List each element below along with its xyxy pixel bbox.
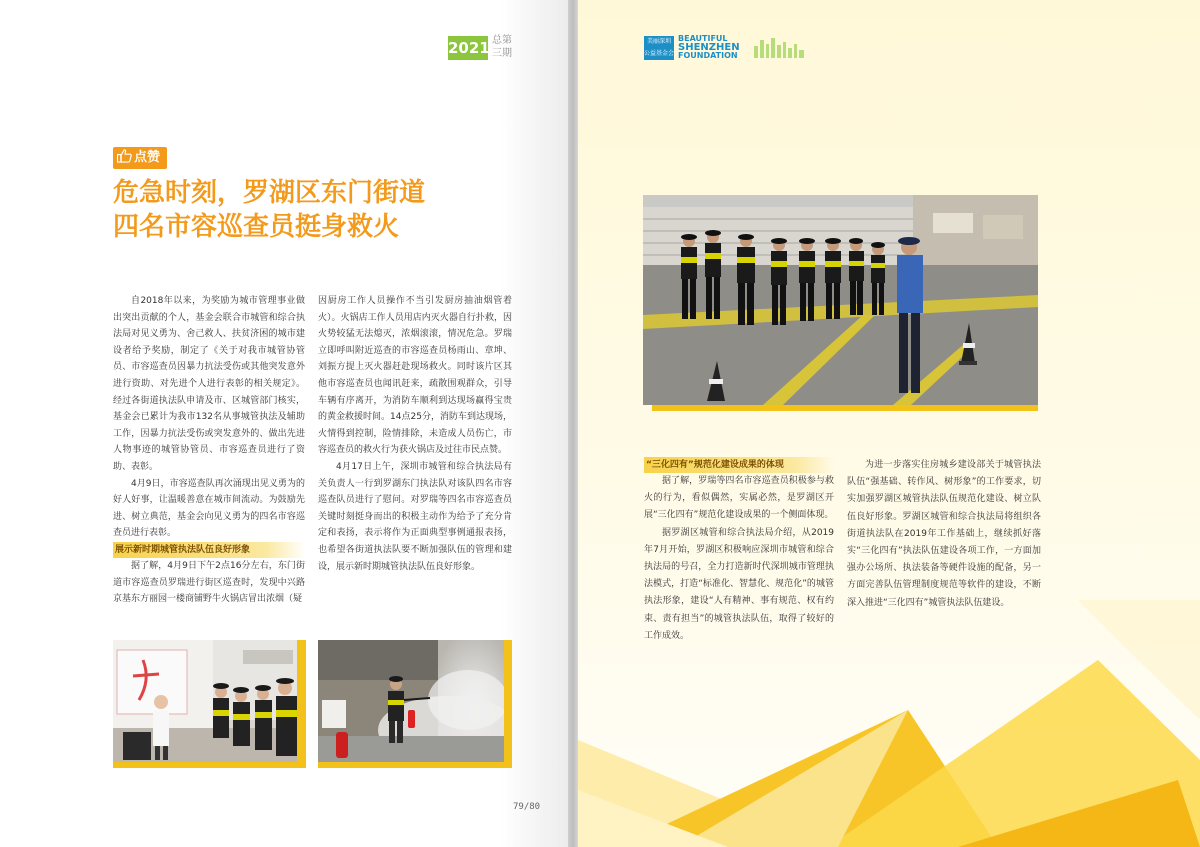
foundation-logo-text bbox=[678, 35, 740, 61]
issue-line-1: 总第 bbox=[492, 35, 512, 46]
firefighting-illustration bbox=[318, 640, 504, 762]
issue-line-2: 三期 bbox=[492, 48, 512, 59]
section-tag-label: 点赞 bbox=[134, 150, 161, 165]
logo-en-1: BEAUTIFUL bbox=[678, 34, 728, 43]
paragraph: 据罗湖区城管和综合执法局介绍，从2019年7月开始，罗湖区积极响应深圳市城管和综合执法局的号召，全力打造新时代深圳城市管理执法模式，打造“标准化、智慧化、规范化”的城管执法形象，建设“人有精神、事有规范、权有约束、责有担当”的城管执法队伍，取得了较好的工作成效。 bbox=[644, 527, 834, 641]
paragraph: 据了解，4月9日下午2点16分左右，东门街道市容巡查员罗瑞进行街区巡查时，发现中兴路京基东方丽园一楼商铺野牛火锅店冒出浓烟（疑 bbox=[113, 560, 305, 605]
thumbs-up-icon bbox=[117, 149, 132, 163]
photo-firefighting bbox=[318, 640, 504, 762]
text-column-4 bbox=[847, 457, 1041, 612]
right-page bbox=[578, 0, 1200, 847]
photo-team-lineup bbox=[643, 195, 1038, 405]
issue-year-badge: 2021 bbox=[448, 36, 488, 60]
photo-office-award bbox=[113, 640, 297, 762]
logo-en-3: FOUNDATION bbox=[678, 51, 738, 60]
article-title-line-2: 四名市容巡查员挺身救火 bbox=[113, 212, 400, 242]
logo-en-2: SHENZHEN bbox=[678, 41, 740, 53]
team-lineup-illustration bbox=[643, 195, 1038, 405]
paragraph: 4月9日，市容巡查队再次涌现出见义勇为的好人好事，让温暖善意在城市间流动。为鼓励先进、树立典范，基金会向见义勇为的四名市容巡查员进行表彰。 bbox=[113, 478, 305, 539]
skyline-icon bbox=[752, 36, 812, 60]
article-title-line-1: 危急时刻，罗湖区东门街道 bbox=[113, 178, 426, 208]
text-column-2 bbox=[318, 293, 512, 575]
page-gutter bbox=[568, 0, 578, 847]
article-title bbox=[113, 176, 425, 244]
foundation-logo bbox=[644, 36, 674, 60]
paragraph: 自2018年以来，为奖励为城市管理事业做出突出贡献的个人，基金会联合市城管和综合执法局对见义勇为、舍己救人、扶贫济困的城市建设者给予奖励，制定了《关于对我市城管协管员、市容巡查员因暴力抗法受伤或其他突发意外进行资助、对先进个人进行表彰的相关规定》。经过各街道执法队申请及市、区城管部门核实，基金会已累计为我市132名从事城管执法及辅助工作，因暴力抗法受伤或突发意外的、做出先进人物事迹的城管协管员、市容巡查员进行了资助、表彰。 bbox=[113, 296, 305, 472]
text-column-3 bbox=[644, 457, 834, 645]
section-heading: 展示新时期城管执法队伍良好形象 bbox=[113, 542, 305, 558]
paragraph: 为进一步落实住房城乡建设部关于城管执法队伍“强基础、转作风、树形象”的工作要求，切实加强罗湖区城管执法队伍规范化建设、树立队伍良好形象。罗湖区城管和综合执法局将组织各街道执法队在2019年工作基础上，继续抓好落实“三化四有”执法队伍建设各项工作，一方面加强办公场所、执法装备等硬件设施的配备，另一方面完善队伍管理制度规范等软件的建设，不断深入推进“三化四有”城管执法队伍建设。 bbox=[847, 460, 1041, 608]
paragraph: 因厨房工作人员操作不当引发厨房抽油烟管着火）。火锅店工作人员用店内灭火器自行扑救，因火势较猛无法熄灭，浓烟滚滚，情况危急。罗瑞立即呼叫附近巡查的市容巡查员杨雨山、章坤、刘振方提上灭火器赶赴现场救火。同时该片区其他市容巡查员也闻讯赶来，疏散围观群众，引导车辆有序离开，为消防车顺利到达现场赢得宝贵的黄金救援时间。14点25分，消防车到达现场，火情得到控制，险情排除，未造成人员伤亡，市容巡查员的救火行为获火锅店及过往市民点赞。 bbox=[318, 296, 512, 456]
paragraph: 4月17日上午，深圳市城管和综合执法局有关负责人一行到罗湖东门执法队对该队四名市容巡查队员进行了慰问。对罗瑞等四名市容巡查员关键时刻挺身而出的积极主动作为给予了充分肯定和表扬，表示将作为正面典型事例通报表扬，也希望各街道执法队要不断加强队伍的管理和建设，展示新时期城管执法队伍良好形象。 bbox=[318, 461, 512, 572]
paragraph: 据了解，罗瑞等四名市容巡查员积极参与救火的行为，看似偶然，实属必然，是罗湖区开展“三化四有”规范化建设成果的一个侧面体现。 bbox=[644, 476, 834, 521]
section-heading: “三化四有”规范化建设成果的体现 bbox=[644, 457, 834, 473]
logo-cn: 美丽深圳 bbox=[646, 38, 671, 45]
section-tag bbox=[113, 147, 167, 169]
page-number: 79/80 bbox=[513, 802, 541, 812]
logo-cn-2: 公益基金会 bbox=[644, 50, 675, 57]
left-page bbox=[0, 0, 568, 847]
issue-number bbox=[492, 34, 512, 60]
text-column-1 bbox=[113, 293, 305, 608]
office-award-illustration bbox=[113, 640, 297, 762]
